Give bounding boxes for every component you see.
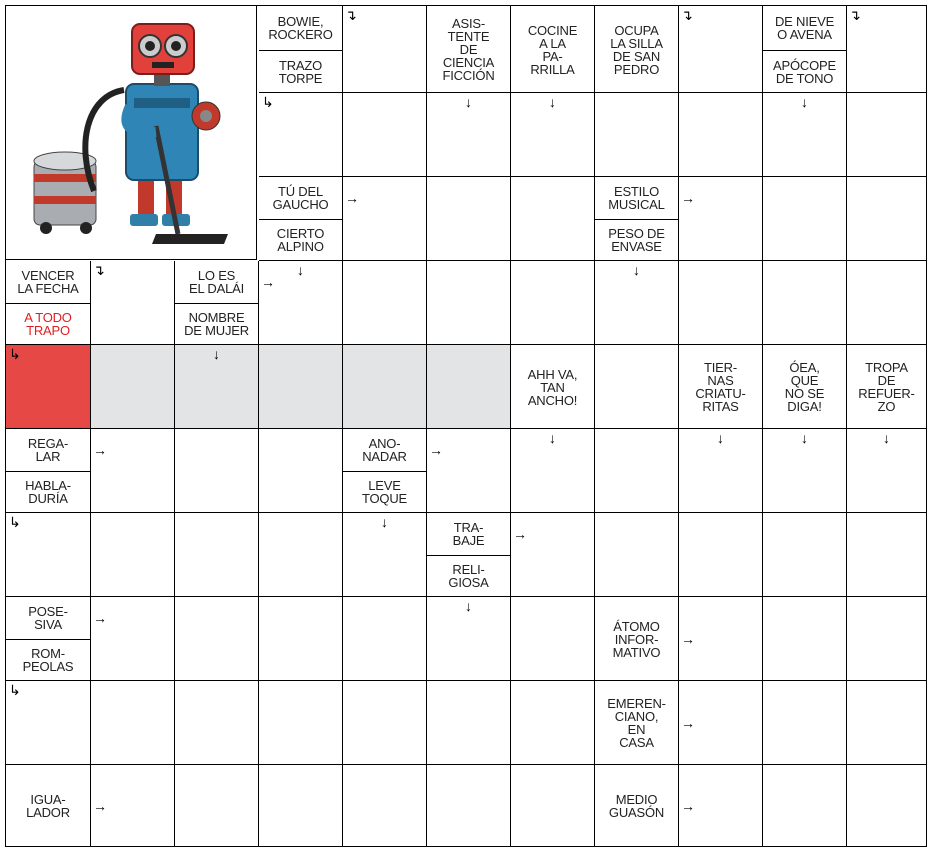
grid-cell[interactable] bbox=[595, 681, 679, 765]
grid-cell[interactable] bbox=[343, 345, 427, 429]
clue-anonadar: ANO- NADAR bbox=[362, 436, 407, 464]
clue-ocupa: OCUPA LA SILLA DE SAN PEDRO bbox=[610, 22, 663, 77]
grid-cell[interactable] bbox=[847, 681, 927, 765]
arrow-down-icon: ↓ bbox=[549, 94, 556, 110]
arrow-down-icon: ↓ bbox=[381, 514, 388, 530]
grid-cell[interactable] bbox=[763, 345, 847, 429]
grid-cell[interactable] bbox=[847, 261, 927, 345]
clue-ahh: AHH VA, TAN ANCHO! bbox=[527, 366, 578, 408]
grid-cell[interactable] bbox=[847, 513, 927, 597]
arrow-right-icon: → bbox=[681, 631, 695, 647]
grid-cell[interactable] bbox=[763, 177, 847, 261]
clue-habladuria: HABLA- DURÍA bbox=[25, 478, 71, 506]
grid-cell[interactable] bbox=[511, 597, 595, 681]
grid-cell[interactable] bbox=[259, 429, 343, 513]
arrow-down-icon: ↓ bbox=[801, 94, 808, 110]
grid-cell[interactable] bbox=[175, 681, 259, 765]
grid-cell[interactable] bbox=[679, 513, 763, 597]
clue-regalar: REGA- LAR bbox=[27, 436, 69, 464]
grid-cell[interactable] bbox=[595, 597, 679, 681]
arrow-right-icon: → bbox=[93, 442, 107, 458]
clue-nombre: NOMBRE DE MUJER bbox=[184, 310, 249, 338]
grid-cell[interactable] bbox=[175, 597, 259, 681]
grid-cell[interactable] bbox=[427, 681, 511, 765]
grid-cell[interactable] bbox=[763, 513, 847, 597]
clue-trabaje: TRA- BAJE bbox=[452, 520, 485, 548]
grid-cell[interactable] bbox=[259, 6, 343, 93]
arrow-down-right-icon: ↳ bbox=[262, 94, 274, 110]
grid-cell[interactable] bbox=[763, 597, 847, 681]
clue-religiosa: RELI- GIOSA bbox=[448, 562, 489, 590]
arrow-right-down-icon: ↴ bbox=[345, 7, 357, 23]
arrow-right-icon: → bbox=[345, 190, 359, 206]
grid-cell[interactable] bbox=[847, 765, 927, 847]
grid-cell[interactable] bbox=[847, 177, 927, 261]
grid-cell[interactable] bbox=[343, 429, 427, 513]
grid-cell[interactable] bbox=[175, 261, 259, 345]
arrow-down-right-icon: ↳ bbox=[9, 682, 21, 698]
grid-cell[interactable] bbox=[679, 261, 763, 345]
grid-cell[interactable] bbox=[259, 345, 343, 429]
grid-cell[interactable] bbox=[343, 765, 427, 847]
grid-cell[interactable] bbox=[763, 261, 847, 345]
arrow-down-icon: ↓ bbox=[883, 430, 890, 446]
clue-igualador: IGUA- LADOR bbox=[26, 792, 70, 820]
grid-cell[interactable] bbox=[6, 597, 91, 681]
clue-nieve: DE NIEVE O AVENA bbox=[774, 14, 835, 42]
grid-cell[interactable] bbox=[259, 681, 343, 765]
clue-trazo: TRAZO TORPE bbox=[278, 57, 323, 86]
grid-cell[interactable] bbox=[259, 177, 343, 261]
grid-cell[interactable] bbox=[847, 597, 927, 681]
grid-cell[interactable] bbox=[175, 513, 259, 597]
grid-cell[interactable] bbox=[343, 597, 427, 681]
arrow-down-icon: ↓ bbox=[549, 430, 556, 446]
grid-cell[interactable] bbox=[511, 177, 595, 261]
clue-tiernas: TIER- NAS CRIATU- RITAS bbox=[695, 360, 746, 414]
clue-tropa: TROPA DE REFUER- ZO bbox=[858, 360, 915, 414]
grid-cell[interactable] bbox=[511, 681, 595, 765]
grid-cell[interactable] bbox=[847, 345, 927, 429]
grid-cell[interactable] bbox=[595, 429, 679, 513]
clue-oea: ÓEA, QUE NO SE DIGA! bbox=[784, 360, 825, 414]
grid-cell[interactable] bbox=[427, 345, 511, 429]
arrow-right-icon: → bbox=[261, 274, 275, 290]
arrow-right-down-icon: ↴ bbox=[93, 262, 105, 278]
clue-posesiva: POSE- SIVA bbox=[28, 604, 68, 632]
grid-cell[interactable] bbox=[511, 6, 595, 93]
clue-cierto: CIERTO ALPINO bbox=[276, 226, 325, 254]
clue-medio: MEDIO GUASÓN bbox=[608, 792, 665, 820]
grid-cell[interactable] bbox=[595, 765, 679, 847]
clue-cocine: COCINE A LA PA- RRILLA bbox=[527, 22, 578, 77]
arrow-down-icon: ↓ bbox=[633, 262, 640, 278]
grid-cell[interactable] bbox=[679, 93, 763, 177]
grid-cell[interactable] bbox=[427, 765, 511, 847]
arrow-right-icon: → bbox=[681, 715, 695, 731]
grid-cell[interactable] bbox=[91, 681, 175, 765]
grid-cell[interactable] bbox=[259, 765, 343, 847]
grid-cell[interactable] bbox=[6, 429, 91, 513]
arrow-down-icon: ↓ bbox=[213, 346, 220, 362]
grid-cell[interactable] bbox=[511, 765, 595, 847]
grid-cell[interactable] bbox=[175, 429, 259, 513]
grid-cell[interactable] bbox=[679, 345, 763, 429]
grid-cell[interactable] bbox=[763, 681, 847, 765]
clue-asistente: ASIS- TENTE DE CIENCIA FICCIÓN bbox=[442, 16, 495, 83]
grid-cell[interactable] bbox=[343, 681, 427, 765]
grid-cell[interactable] bbox=[595, 345, 679, 429]
clue-bowie: BOWIE, ROCKERO bbox=[268, 14, 333, 42]
grid-cell[interactable] bbox=[427, 6, 511, 93]
clue-emerenciano: EMEREN- CIANO, EN CASA bbox=[607, 696, 666, 750]
grid-cell[interactable] bbox=[175, 765, 259, 847]
arrow-right-icon: → bbox=[93, 798, 107, 814]
grid-cell[interactable] bbox=[91, 513, 175, 597]
grid-cell[interactable] bbox=[511, 345, 595, 429]
grid-cell[interactable] bbox=[595, 6, 679, 93]
grid-cell[interactable] bbox=[343, 261, 427, 345]
robot-illustration bbox=[6, 6, 257, 260]
grid-cell[interactable] bbox=[427, 513, 511, 597]
grid-cell[interactable] bbox=[511, 261, 595, 345]
arrow-right-icon: → bbox=[93, 610, 107, 626]
grid-cell[interactable] bbox=[259, 597, 343, 681]
arrow-right-icon: → bbox=[681, 798, 695, 814]
arrow-right-down-icon: ↴ bbox=[681, 7, 693, 23]
grid-cell[interactable] bbox=[427, 261, 511, 345]
grid-cell[interactable] bbox=[6, 261, 91, 345]
arrow-down-right-icon: ↳ bbox=[9, 514, 21, 530]
grid-cell[interactable] bbox=[427, 177, 511, 261]
clue-leve: LEVE TOQUE bbox=[362, 478, 407, 506]
grid-cell[interactable] bbox=[259, 513, 343, 597]
arrow-down-icon: ↓ bbox=[297, 262, 304, 278]
clue-apocope: APÓCOPE DE TONO bbox=[773, 57, 836, 86]
clue-peso: PESO DE ENVASE bbox=[608, 226, 665, 254]
grid-cell[interactable] bbox=[763, 765, 847, 847]
robot-icon bbox=[6, 6, 257, 260]
arrow-down-icon: ↓ bbox=[465, 598, 472, 614]
clue-atomo: ÁTOMO INFOR- MATIVO bbox=[612, 618, 661, 660]
clue-rompeolas: ROM- PEOLAS bbox=[22, 646, 74, 674]
arrow-down-icon: ↓ bbox=[717, 430, 724, 446]
grid-cell[interactable] bbox=[595, 93, 679, 177]
arrow-down-right-icon: ↳ bbox=[9, 346, 21, 362]
arrow-right-icon: → bbox=[429, 442, 443, 458]
arrow-right-icon: → bbox=[513, 526, 527, 542]
arrow-right-icon: → bbox=[681, 190, 695, 206]
arrow-down-icon: ↓ bbox=[801, 430, 808, 446]
clue-estilo: ESTILO MUSICAL bbox=[608, 184, 665, 212]
grid-cell[interactable] bbox=[847, 93, 927, 177]
grid-cell[interactable] bbox=[763, 6, 847, 93]
clue-atodo: A TODO TRAPO bbox=[24, 310, 72, 338]
grid-cell[interactable] bbox=[595, 513, 679, 597]
grid-cell[interactable] bbox=[343, 93, 427, 177]
grid-cell[interactable] bbox=[595, 177, 679, 261]
grid-cell[interactable] bbox=[91, 345, 175, 429]
arrow-right-down-icon: ↴ bbox=[849, 7, 861, 23]
clue-tu: TÚ DEL GAUCHO bbox=[272, 184, 329, 212]
arrow-down-icon: ↓ bbox=[465, 94, 472, 110]
grid-cell[interactable] bbox=[6, 765, 91, 847]
clue-loes: LO ES EL DALÁI bbox=[188, 268, 244, 296]
clue-vencer: VENCER LA FECHA bbox=[17, 268, 79, 296]
